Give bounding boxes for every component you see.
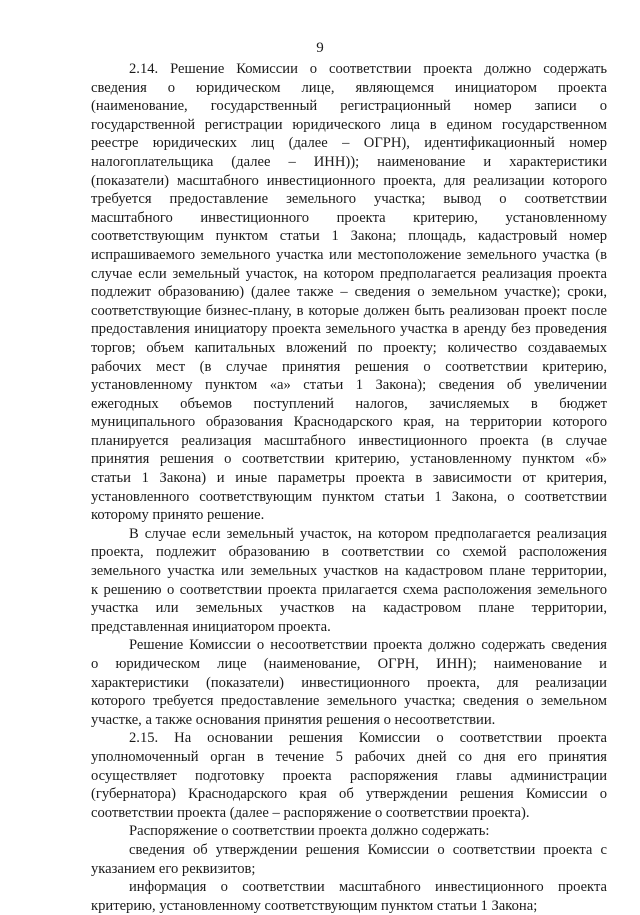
text-line: земельного участка или земельных участков на кадастровом плане территории, [91, 563, 607, 580]
text-line: случае если земельный участок, на котором предполагается реализация проекта [91, 265, 607, 282]
text-line: Решение Комиссии о несоответствии проекта должно содержать сведения [129, 637, 607, 654]
text-line: о юридическом лице (наименование, ОГРН, ИНН); наименование и [91, 656, 607, 672]
text-line: к решению о соответствии проекта прилагается схема расположения земельного [91, 581, 607, 598]
text-line: соответствии проекта (далее – распоряжение о соответствии проекта). [91, 804, 530, 821]
text-line: (показатели) масштабного инвестиционного проекта, для реализации которого [91, 172, 607, 189]
text-line: предоставления инициатору проекта земельного участка в аренду без проведения [91, 321, 607, 338]
text-line: критерию, установленному соответствующим пунктом статьи 1 Закона; [91, 897, 538, 914]
paragraph-p3 [91, 636, 607, 729]
text-line: установленному пунктом «а» статьи 1 Закона); сведения об увеличении [91, 377, 607, 394]
text-line: информация о соответствии масштабного инвестиционного проекта [129, 879, 607, 896]
text-line: характеристики (показатели) инвестиционного проекта, для реализации [91, 674, 607, 691]
text-line: (наименование, государственный регистрационный номер записи о [91, 98, 607, 115]
text-line: 2.14. Решение Комиссии о соответствии проекта должно содержать [129, 61, 607, 77]
paragraph-p6 [91, 841, 607, 878]
paragraph-p4 [91, 729, 607, 822]
document-body [91, 60, 607, 915]
text-line: участка или земельных участков на кадастровом плане территории, [91, 600, 607, 617]
paragraph-p5 [91, 822, 607, 841]
text-line: В случае если земельный участок, на котором предполагается реализация [129, 525, 607, 542]
paragraph-p1 [91, 60, 607, 525]
text-line: уполномоченный орган в течение 5 рабочих дней со дня его принятия [91, 748, 607, 765]
text-line: Распоряжение о соответствии проекта должно содержать: [129, 823, 490, 840]
text-line: подлежит образованию) (далее также – сведения о земельном участке); сроки, [91, 284, 607, 301]
text-line: сведения о юридическом лице, являющемся инициатором проекта [91, 79, 607, 96]
text-line: принятия решения о соответствии критерию, установленному пунктом «б» [91, 451, 607, 468]
text-line: осуществляет подготовку проекта распоряжения главы администрации [91, 767, 607, 784]
text-line: которого требуется предоставление земельного участка; сведения о земельном [91, 693, 607, 710]
text-line: налогоплательщика (далее – ИНН)); наименование и характеристики [91, 153, 607, 170]
text-line: указанием его реквизитов; [91, 860, 256, 877]
text-line: участке, а также основания принятия решения о несоответствии. [91, 711, 496, 728]
page-number: 9 [316, 40, 324, 56]
text-line: рабочих мест (в случае принятия решения о соответствии критерию, [91, 358, 607, 375]
text-line: торгов; объем капитальных вложений по проекту; количество создаваемых [91, 339, 607, 356]
text-line: представленная инициатором проекта. [91, 618, 331, 635]
text-line: масштабного инвестиционного проекта критерию, установленному [91, 209, 607, 226]
paragraph-p2 [91, 525, 607, 637]
text-line: статьи 1 Закона) и иные параметры проекта в зависимости от критерия, [91, 470, 607, 487]
text-line: (губернатора) Краснодарского края об утверждении решения Комиссии о [91, 786, 607, 803]
paragraph-p7 [91, 878, 607, 915]
text-line: ежегодных объемов поступлений налогов, зачисляемых в бюджет [91, 395, 607, 412]
text-line: планируется реализация масштабного инвестиционного проекта (в случае [91, 432, 607, 449]
text-line: соответствующим пунктом статьи 1 Закона; площадь, кадастровый номер [91, 228, 607, 245]
text-line: испрашиваемого земельного участка или местоположение земельного участка (в [91, 246, 607, 263]
text-line: требуется предоставление земельного участка; вывод о соответствии [91, 191, 607, 208]
text-line: которому принято решение. [91, 507, 265, 524]
text-line: соответствующие бизнес-плану, в которые должен быть реализован проект после [91, 302, 607, 319]
text-line: 2.15. На основании решения Комиссии о соответствии проекта [129, 730, 607, 747]
text-line: муниципального образования Краснодарского края, на территории которого [91, 414, 607, 431]
text-line: государственной регистрации юридического лица в едином государственном [91, 116, 607, 133]
text-line: установленного соответствующим пунктом статьи 1 Закона, о соответствии [91, 488, 607, 505]
text-line: проекта, подлежит образованию в соответствии со схемой расположения [91, 544, 607, 561]
text-line: сведения об утверждении решения Комиссии о соответствии проекта с [129, 841, 607, 858]
text-line: реестре юридических лиц (далее – ОГРН), идентификационный номер [91, 135, 607, 152]
